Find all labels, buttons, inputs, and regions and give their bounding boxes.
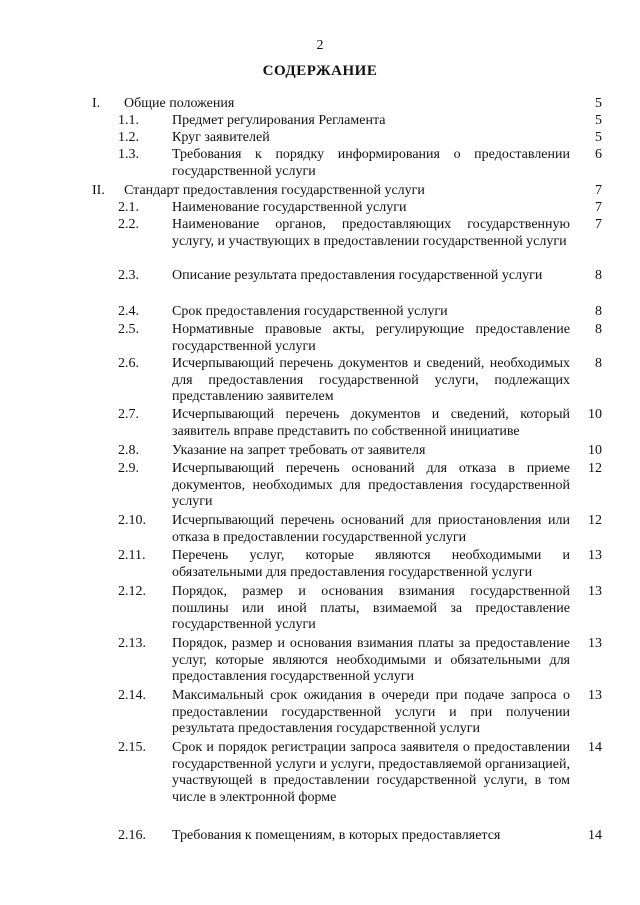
toc-page-number: 8 (595, 356, 602, 371)
toc-item-number: 2.3. (118, 268, 139, 283)
toc-item-number: 2.4. (118, 304, 139, 319)
toc-item-title: Требования к помещениям, в которых предоставляется (172, 828, 501, 843)
toc-item-number: 2.6. (118, 356, 139, 371)
toc-item-title: Срок и порядок регистрации запроса заявителя о предоставлении государственной услуги и услуги, предоставляемой организацией, участвующей в предоставлении государственной услуги, в том числе в электронной форме (172, 740, 570, 805)
toc-section-title: Стандарт предоставления государственной услуги (124, 183, 425, 198)
toc-item-number: 2.11. (118, 548, 146, 563)
toc-page-number: 12 (588, 461, 602, 476)
toc-item-number: 1.2. (118, 130, 139, 145)
toc-item-number: 2.7. (118, 407, 139, 422)
toc-item-title: Предмет регулирования Регламента (172, 113, 386, 128)
toc-item-title: Порядок, размер и основания взимания платы за предоставление услуг, которые являются необходимыми и обязательными для предоставления государственной услуги (172, 636, 570, 684)
toc-item-title: Срок предоставления государственной услуги (172, 304, 448, 319)
toc-page-number: 7 (595, 200, 602, 215)
toc-item-title: Нормативные правовые акты, регулирующие предоставление государственной услуги (172, 322, 570, 354)
toc-item-number: 2.14. (118, 688, 146, 703)
toc-page-number: 10 (588, 443, 602, 458)
toc-item-title: Исчерпывающий перечень оснований для отказа в приеме документов, необходимых для предоставления государственной услуги (172, 461, 570, 509)
toc-page-number: 13 (588, 548, 602, 563)
toc-item-title: Перечень услуг, которые являются необходимыми и обязательными для предоставления государственной услуги (172, 548, 570, 580)
toc-item-number: 1.3. (118, 147, 139, 162)
toc-item-title: Описание результата предоставления государственной услуги (172, 268, 543, 283)
toc-item-number: 2.15. (118, 740, 146, 755)
toc-item-number: 2.13. (118, 636, 146, 651)
toc-item-title: Порядок, размер и основания взимания государственной пошлины или иной платы, взимаемой за предоставление государственной услуги (172, 584, 570, 632)
toc-item-title: Наименование государственной услуги (172, 200, 407, 215)
toc-item-number: 2.8. (118, 443, 139, 458)
toc-item-number: 2.10. (118, 513, 146, 528)
toc-page-number: 14 (588, 828, 602, 843)
toc-page-number: 8 (595, 304, 602, 319)
toc-page-number: 13 (588, 636, 602, 651)
toc-item-title: Наименование органов, предоставляющих государственную услугу, и участвующих в предоставлении государственной услуги (172, 217, 570, 249)
toc-item-number: 2.12. (118, 584, 146, 599)
toc-item-title: Исчерпывающий перечень оснований для приостановления или отказа в предоставлении государственной услуги (172, 513, 570, 545)
toc-item-title: Исчерпывающий перечень документов и сведений, который заявитель вправе представить по собственной инициативе (172, 407, 570, 439)
toc-page-number: 5 (595, 113, 602, 128)
toc-page-number: 7 (595, 183, 602, 198)
toc-page-number: 8 (595, 322, 602, 337)
toc-item-title: Исчерпывающий перечень документов и сведений, необходимых для предоставления государственной услуги, подлежащих представлению заявителем (172, 356, 570, 404)
toc-page-number: 12 (588, 513, 602, 528)
toc-item-title: Максимальный срок ожидания в очереди при подаче запроса о предоставлении государственной услуги и при получении результата предоставления государственной услуги (172, 688, 570, 736)
toc-page-number: 13 (588, 688, 602, 703)
toc-page-number: 6 (595, 147, 602, 162)
toc-item-number: 2.1. (118, 200, 139, 215)
toc-page-number: 7 (595, 217, 602, 232)
toc-page-number: 10 (588, 407, 602, 422)
toc-page-number: 5 (595, 96, 602, 111)
toc-page-number: 5 (595, 130, 602, 145)
toc-item-number: 1.1. (118, 113, 139, 128)
toc-page-number: 8 (595, 268, 602, 283)
toc-section-title: Общие положения (124, 96, 235, 111)
toc-item-number: 2.5. (118, 322, 139, 337)
toc-item-title: Указание на запрет требовать от заявителя (172, 443, 426, 458)
toc-section-number: I. (92, 96, 101, 111)
toc-section-number: II. (92, 183, 105, 198)
toc-item-title: Требования к порядку информирования о предоставлении государственной услуги (172, 147, 570, 179)
page-number: 2 (316, 38, 324, 53)
toc-page-number: 13 (588, 584, 602, 599)
toc-item-number: 2.16. (118, 828, 146, 843)
toc-item-title: Круг заявителей (172, 130, 270, 145)
page-title: СОДЕРЖАНИЕ (262, 63, 378, 79)
toc-page-number: 14 (588, 740, 602, 755)
toc-item-number: 2.2. (118, 217, 139, 232)
toc-item-number: 2.9. (118, 461, 139, 476)
